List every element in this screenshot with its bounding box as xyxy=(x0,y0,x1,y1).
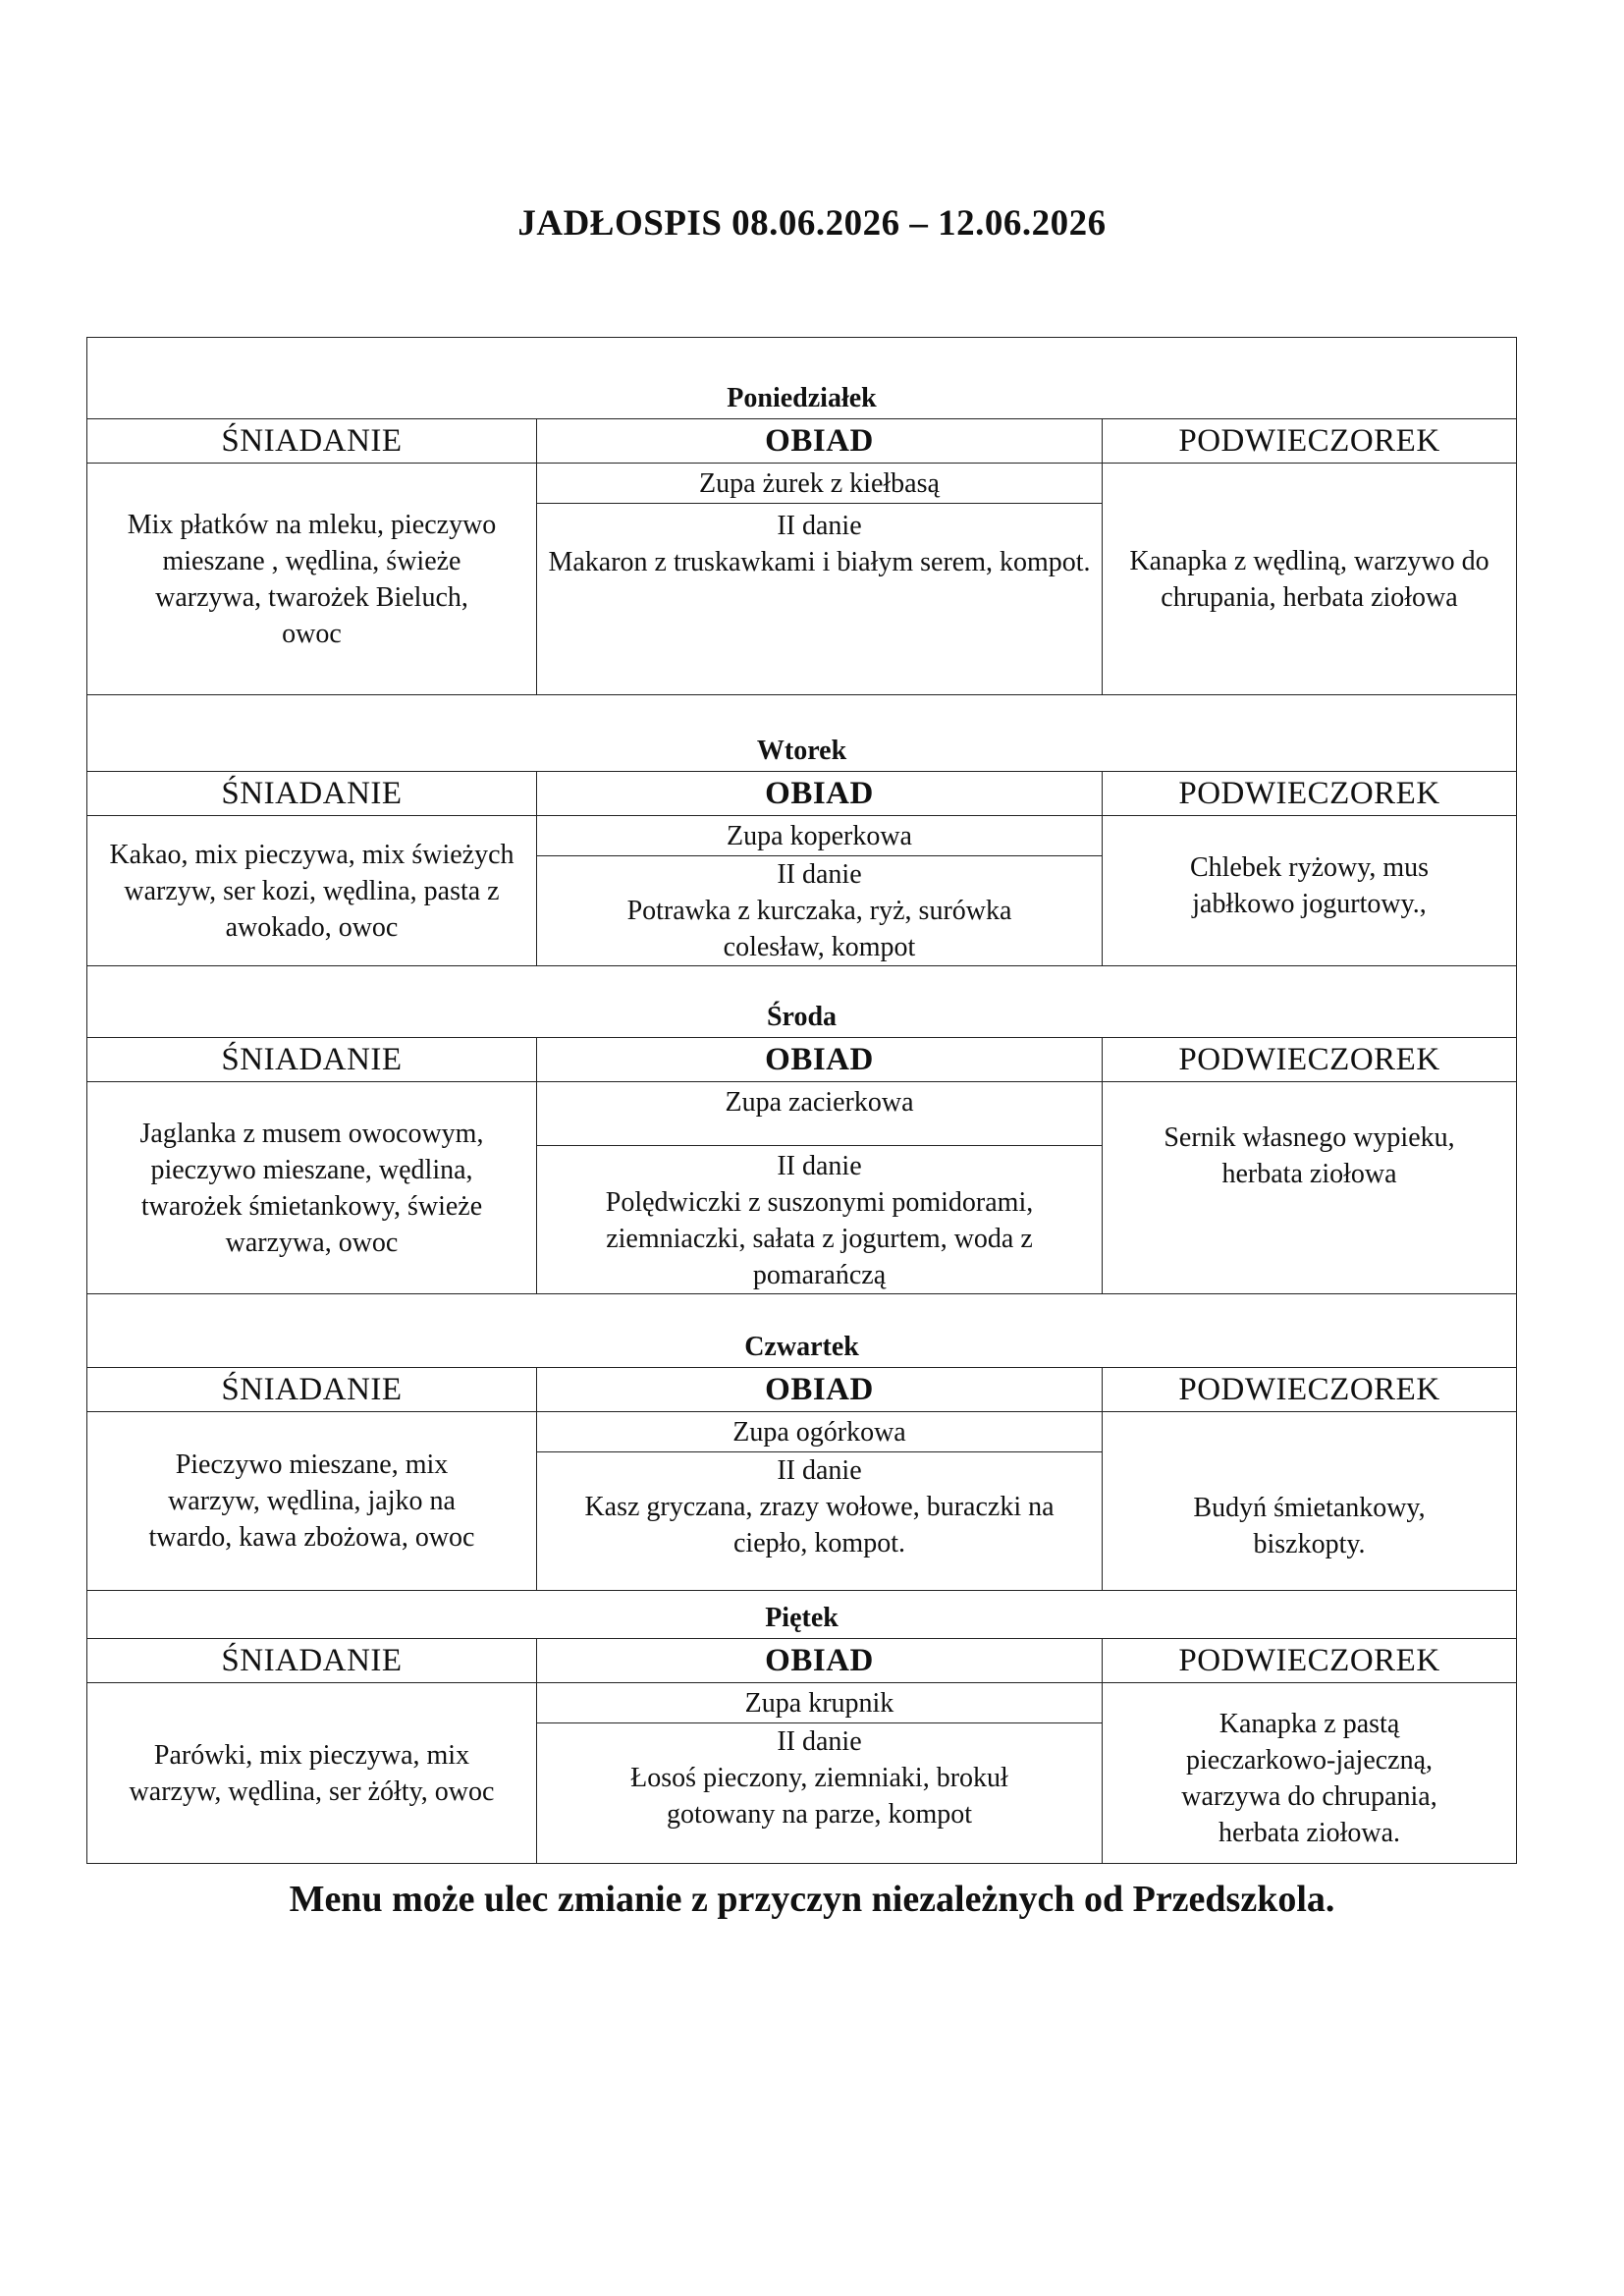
meal-header-row xyxy=(87,1639,1517,1683)
snack-header: PODWIECZOREK xyxy=(1103,772,1517,816)
menu-table xyxy=(86,337,1517,1864)
breakfast-cell: Pieczywo mieszane, mix warzyw, wędlina, jajko na twardo, kawa zbożowa, owoc xyxy=(87,1412,537,1591)
breakfast-cell: Parówki, mix pieczywa, mix warzyw, wędlina, ser żółty, owoc xyxy=(87,1683,537,1864)
second-course-label: II danie xyxy=(777,1455,862,1486)
breakfast-header: ŚNIADANIE xyxy=(87,772,537,816)
breakfast-header: ŚNIADANIE xyxy=(87,1639,537,1683)
snack-header: PODWIECZOREK xyxy=(1103,1368,1517,1412)
lunch-header: OBIAD xyxy=(537,419,1103,464)
second-course-cell xyxy=(537,1452,1103,1591)
meal-row xyxy=(87,464,1517,504)
lunch-header: OBIAD xyxy=(537,772,1103,816)
snack-cell: Kanapka z pastą pieczarkowo-jajeczną, warzywa do chrupania, herbata ziołowa. xyxy=(1103,1683,1517,1864)
day-row-wednesday xyxy=(87,966,1517,1038)
second-course-text: Potrawka z kurczaka, ryż, surówka colesław, kompot xyxy=(626,896,1012,962)
soup-cell: Zupa koperkowa xyxy=(537,816,1103,856)
second-course-text: Łosoś pieczony, ziemniaki, brokuł gotowany na parze, kompot xyxy=(630,1763,1008,1830)
meal-row xyxy=(87,1683,1517,1723)
second-course-label: II danie xyxy=(777,859,862,890)
second-course-text: Makaron z truskawkami i białym serem, kompot. xyxy=(548,547,1091,577)
page-title: JADŁOSPIS 08.06.2026 – 12.06.2026 xyxy=(517,203,1107,244)
second-course-text: Polędwiczki z suszonymi pomidorami, ziemniaczki, sałata z jogurtem, woda z pomarańczą xyxy=(605,1187,1034,1290)
meal-row xyxy=(87,1082,1517,1146)
breakfast-header: ŚNIADANIE xyxy=(87,1038,537,1082)
meal-header-row xyxy=(87,1368,1517,1412)
second-course-label: II danie xyxy=(777,1151,862,1181)
snack-header: PODWIECZOREK xyxy=(1103,1038,1517,1082)
second-course-label: II danie xyxy=(777,511,862,541)
snack-cell: Sernik własnego wypieku, herbata ziołowa xyxy=(1103,1082,1517,1294)
snack-header: PODWIECZOREK xyxy=(1103,419,1517,464)
breakfast-header: ŚNIADANIE xyxy=(87,419,537,464)
soup-cell: Zupa ogórkowa xyxy=(537,1412,1103,1452)
day-row-friday xyxy=(87,1591,1517,1639)
second-course-cell xyxy=(537,856,1103,966)
lunch-header: OBIAD xyxy=(537,1038,1103,1082)
lunch-header: OBIAD xyxy=(537,1639,1103,1683)
breakfast-cell: Mix płatków na mleku, pieczywo mieszane , wędlina, świeże warzywa, twarożek Bieluch, owoc xyxy=(87,464,537,695)
second-course-cell xyxy=(537,1723,1103,1864)
day-name: Piętek xyxy=(87,1591,1517,1639)
snack-cell: Chlebek ryżowy, mus jabłkowo jogurtowy., xyxy=(1103,816,1517,966)
day-name: Czwartek xyxy=(87,1294,1517,1368)
snack-cell: Kanapka z wędliną, warzywo do chrupania, herbata ziołowa xyxy=(1103,464,1517,695)
lunch-header: OBIAD xyxy=(537,1368,1103,1412)
meal-header-row xyxy=(87,1038,1517,1082)
soup-cell: Zupa żurek z kiełbasą xyxy=(537,464,1103,504)
day-name: Wtorek xyxy=(87,695,1517,772)
breakfast-cell: Jaglanka z musem owocowym, pieczywo mieszane, wędlina, twarożek śmietankowy, świeże warzywa, owoc xyxy=(87,1082,537,1294)
meal-row xyxy=(87,1412,1517,1452)
day-row-tuesday xyxy=(87,695,1517,772)
second-course-cell xyxy=(537,504,1103,695)
footer-note: Menu może ulec zmianie z przyczyn niezależnych od Przedszkola. xyxy=(289,1879,1335,1920)
day-name: Poniedziałek xyxy=(87,338,1517,419)
breakfast-cell: Kakao, mix pieczywa, mix świeżych warzyw, ser kozi, wędlina, pasta z awokado, owoc xyxy=(87,816,537,966)
meal-header-row xyxy=(87,419,1517,464)
meal-row xyxy=(87,816,1517,856)
day-name: Środa xyxy=(87,966,1517,1038)
snack-header: PODWIECZOREK xyxy=(1103,1639,1517,1683)
breakfast-header: ŚNIADANIE xyxy=(87,1368,537,1412)
meal-header-row xyxy=(87,772,1517,816)
snack-cell: Budyń śmietankowy, biszkopty. xyxy=(1103,1412,1517,1591)
second-course-label: II danie xyxy=(777,1726,862,1757)
second-course-text: Kasz gryczana, zrazy wołowe, buraczki na ciepło, kompot. xyxy=(584,1492,1055,1558)
day-row-thursday xyxy=(87,1294,1517,1368)
day-row-monday xyxy=(87,338,1517,419)
soup-cell: Zupa krupnik xyxy=(537,1683,1103,1723)
second-course-cell xyxy=(537,1146,1103,1294)
soup-cell: Zupa zacierkowa xyxy=(537,1082,1103,1146)
